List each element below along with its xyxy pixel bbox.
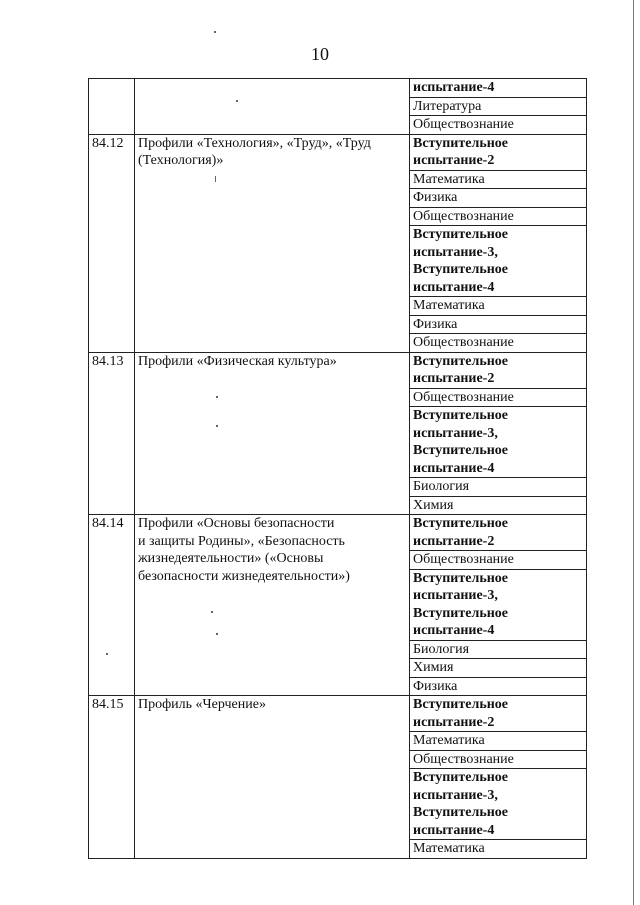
subject-name: Физика — [410, 189, 587, 208]
exam-heading: Вступительное испытание-3, Вступительное испытание-4 — [410, 226, 587, 297]
profile-name: Профили «Технология», «Труд», «Труд (Технология)» — [135, 134, 410, 352]
subject-name: Математика — [410, 297, 587, 316]
scan-speck — [216, 425, 218, 427]
scan-speck — [106, 653, 108, 655]
scan-speck — [214, 31, 216, 33]
subject-name: Биология — [410, 478, 587, 497]
subject-name: Химия — [410, 496, 587, 515]
scan-speck — [211, 611, 213, 613]
subject-name: Обществознание — [410, 207, 587, 226]
subject-name: Литература — [410, 97, 587, 116]
program-code: 84.13 — [89, 352, 135, 515]
program-code: 84.14 — [89, 515, 135, 696]
table-row — [89, 352, 587, 388]
scan-speck — [236, 100, 238, 102]
exam-heading: Вступительное испытание-3, Вступительное испытание-4 — [410, 569, 587, 640]
profile-name: Профили «Физическая культура» — [135, 352, 410, 515]
subjects-table — [88, 78, 587, 859]
scan-speck — [215, 176, 216, 182]
subject-name: Обществознание — [410, 750, 587, 769]
table-row — [89, 515, 587, 551]
scan-speck — [216, 396, 218, 398]
subject-name: Обществознание — [410, 388, 587, 407]
profile-name: Профиль «Черчение» — [135, 696, 410, 859]
table-row — [89, 79, 587, 98]
table-row — [89, 696, 587, 732]
exam-heading: испытание-4 — [410, 79, 587, 98]
scan-speck — [216, 633, 218, 635]
exam-heading: Вступительное испытание-2 — [410, 515, 587, 551]
program-code: 84.15 — [89, 696, 135, 859]
subject-name: Химия — [410, 659, 587, 678]
subject-name: Обществознание — [410, 116, 587, 135]
subject-name: Математика — [410, 170, 587, 189]
subject-name: Математика — [410, 732, 587, 751]
page-number: 10 — [311, 44, 329, 64]
profile-name: Профили «Основы безопасности и защиты Родины», «Безопасность жизнедеятельности» («Основы безопасности жизнедеятельности») — [135, 515, 410, 696]
page-edge — [633, 0, 634, 905]
subject-name: Физика — [410, 315, 587, 334]
profile-name — [135, 79, 410, 135]
program-code: 84.12 — [89, 134, 135, 352]
subject-name: Обществознание — [410, 334, 587, 353]
exam-heading: Вступительное испытание-3, Вступительное испытание-4 — [410, 769, 587, 840]
program-code — [89, 79, 135, 135]
subject-name: Биология — [410, 640, 587, 659]
exam-heading: Вступительное испытание-2 — [410, 696, 587, 732]
subject-name: Математика — [410, 840, 587, 859]
subject-name: Обществознание — [410, 551, 587, 570]
exam-heading: Вступительное испытание-2 — [410, 352, 587, 388]
exam-heading: Вступительное испытание-3, Вступительное испытание-4 — [410, 407, 587, 478]
table-row — [89, 134, 587, 170]
exam-heading: Вступительное испытание-2 — [410, 134, 587, 170]
subject-name: Физика — [410, 677, 587, 696]
